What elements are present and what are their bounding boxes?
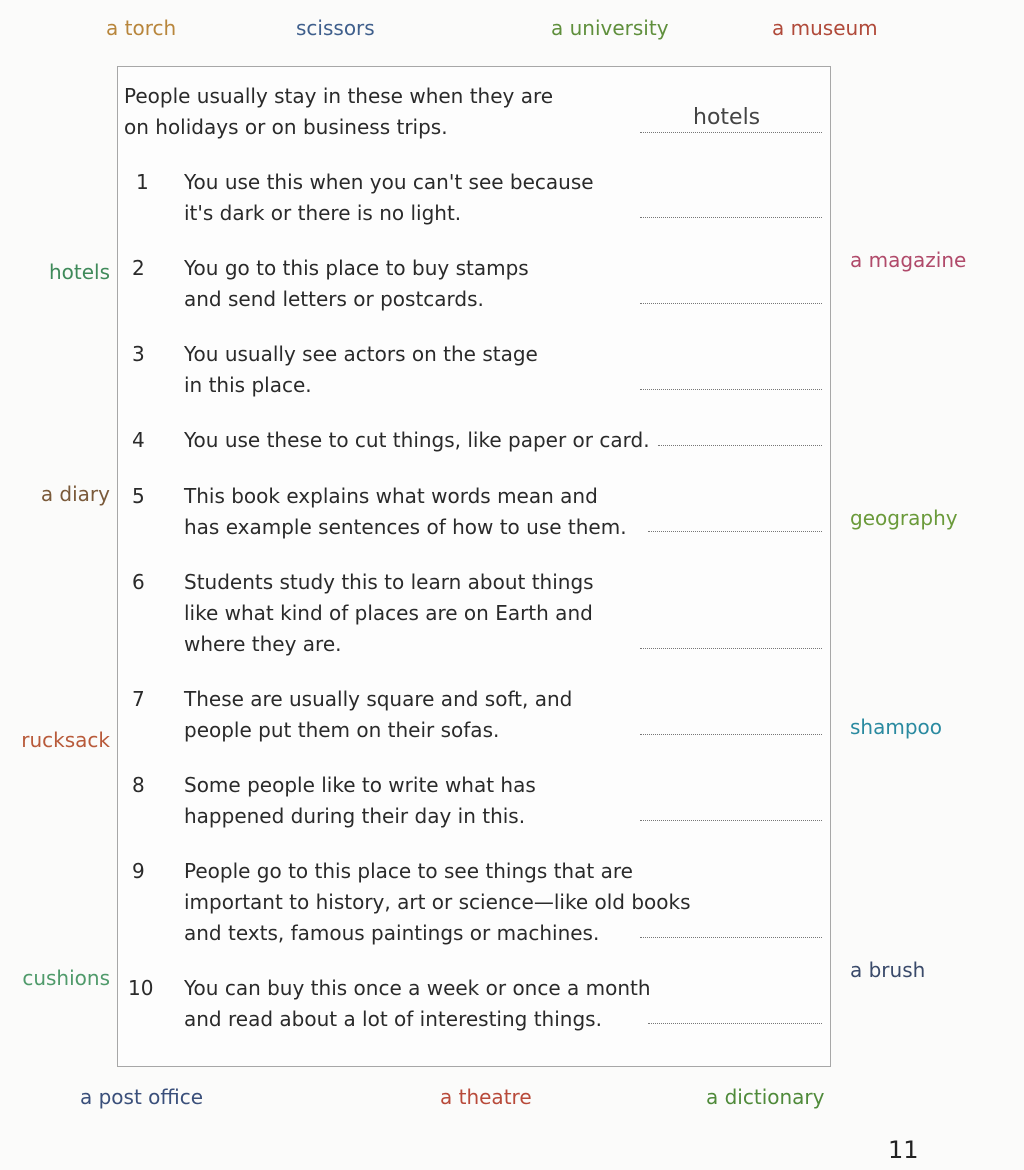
question-clue [184,167,594,229]
answer-line[interactable] [648,531,822,532]
answer-line[interactable] [640,389,822,390]
question-clue [184,481,627,543]
question-clue [184,567,594,660]
clue-line: People usually stay in these when they are [124,84,554,108]
word-bank-item: a brush [850,958,926,982]
clue-line: Some people like to write what has [184,773,536,797]
clue-line: and texts, famous paintings or machines. [184,921,600,945]
word-bank-item: cushions [22,966,110,990]
question-number: 10 [128,976,154,1000]
word-bank-item: a museum [772,16,878,40]
clue-line: You use this when you can't see because [184,170,594,194]
word-bank-item: scissors [296,16,375,40]
clue-line: people put them on their sofas. [184,718,500,742]
clue-line: it's dark or there is no light. [184,201,462,225]
answer-line[interactable] [640,734,822,735]
clue-line: People go to this place to see things that are [184,859,633,883]
answer-line[interactable] [640,217,822,218]
answer-line[interactable] [640,132,822,133]
word-bank-item: shampoo [850,715,943,739]
clue-line: You usually see actors on the stage [184,342,538,366]
question-clue [184,770,536,832]
question-clue [184,973,651,1035]
question-number: 3 [132,342,145,366]
page-number: 11 [888,1136,919,1164]
question-clue [184,684,572,746]
answer-line[interactable] [640,820,822,821]
question-number: 8 [132,773,145,797]
answer-line[interactable] [648,1023,822,1024]
question-clue [184,856,691,949]
clue-line: and send letters or postcards. [184,287,484,311]
clue-line: These are usually square and soft, and [184,687,573,711]
question-number: 2 [132,256,145,280]
word-bank-item: a diary [40,482,110,506]
word-bank-item: a post office [80,1085,204,1109]
question-number: 1 [136,170,149,194]
exercise-box [117,66,831,1067]
word-bank-item: a torch [106,16,177,40]
answer-line[interactable] [640,937,822,938]
clue-line: where they are. [184,632,342,656]
word-bank-item: rucksack [21,728,110,752]
word-bank-item: a theatre [440,1085,532,1109]
question-number: 6 [132,570,145,594]
word-bank-item: a dictionary [706,1085,825,1109]
clue-line: in this place. [184,373,312,397]
question-clue [184,425,650,456]
word-bank-item: geography [850,506,958,530]
clue-line: on holidays or on business trips. [124,115,448,139]
question-number: 4 [132,428,145,452]
clue-line: You go to this place to buy stamps [184,256,529,280]
clue-line: You can buy this once a week or once a month [184,976,651,1000]
word-bank-item: a university [551,16,669,40]
clue-line: like what kind of places are on Earth and [184,601,593,625]
clue-line: You use these to cut things, like paper or card. [184,428,650,452]
question-clue [184,253,529,315]
answer-line[interactable] [640,648,822,649]
clue-line: and read about a lot of interesting things. [184,1007,602,1031]
example-clue [124,81,553,143]
word-bank-item: a magazine [850,248,967,272]
clue-line: Students study this to learn about things [184,570,594,594]
clue-line: has example sentences of how to use them. [184,515,627,539]
example-answer: hotels [693,105,761,130]
answer-line[interactable] [658,445,822,446]
answer-line[interactable] [640,303,822,304]
question-number: 9 [132,859,145,883]
question-number: 5 [132,484,145,508]
clue-line: important to history, art or science—like old books [184,890,691,914]
question-clue [184,339,538,401]
clue-line: happened during their day in this. [184,804,526,828]
question-number: 7 [132,687,145,711]
clue-line: This book explains what words mean and [184,484,598,508]
word-bank-item: hotels [48,260,110,284]
